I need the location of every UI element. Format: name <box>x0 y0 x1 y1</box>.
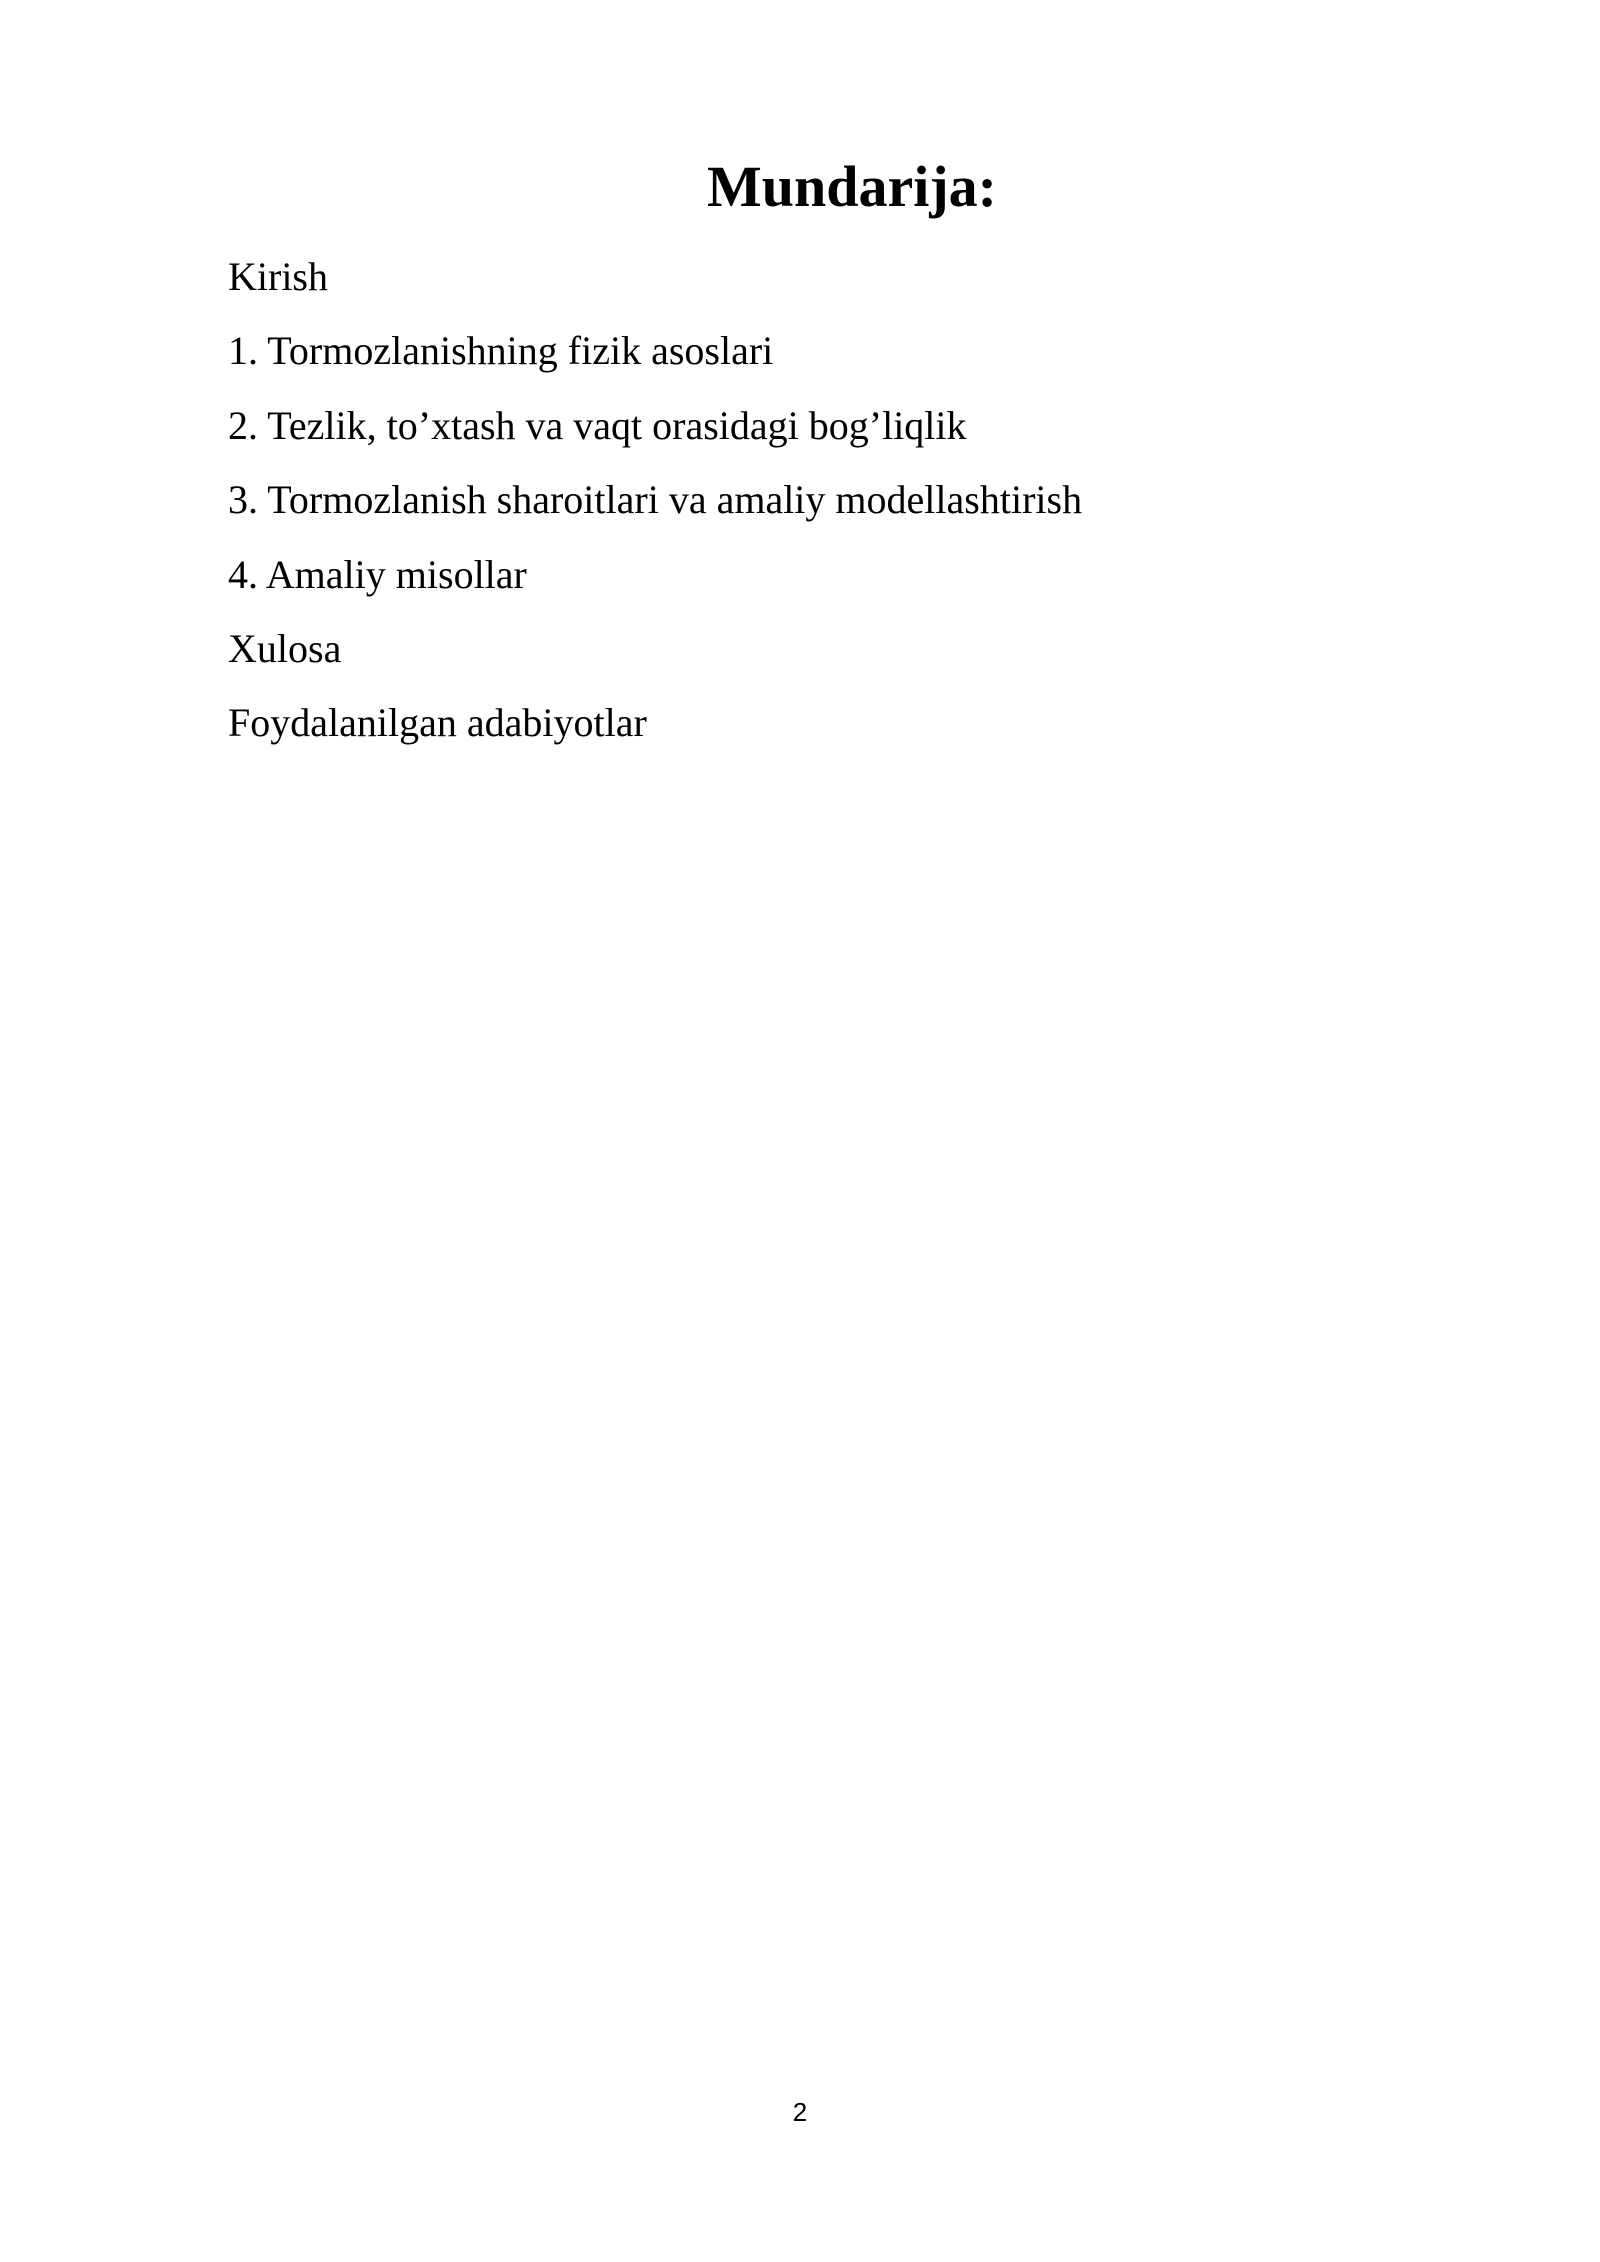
toc-item-introduction: Kirish <box>228 254 328 299</box>
toc-item-chapter-4: 4. Amaliy misollar <box>228 551 527 597</box>
toc-item-chapter-1: 1. Tormozlanishning fizik asoslari <box>228 328 774 374</box>
toc-item-conclusion: Xulosa <box>228 625 342 671</box>
toc-item-chapter-2: 2. Tezlik, to’xtash va vaqt orasidagi bog’liqlik <box>228 402 967 448</box>
table-of-contents <box>228 240 1428 761</box>
toc-item-references: Foydalanilgan adabiyotlar <box>228 700 647 746</box>
page-title: Mundarija: <box>707 154 997 219</box>
toc-item-chapter-3: 3. Tormozlanish sharoitlari va amaliy modellashtirish <box>228 477 1083 523</box>
page-number: 2 <box>792 2097 808 2127</box>
